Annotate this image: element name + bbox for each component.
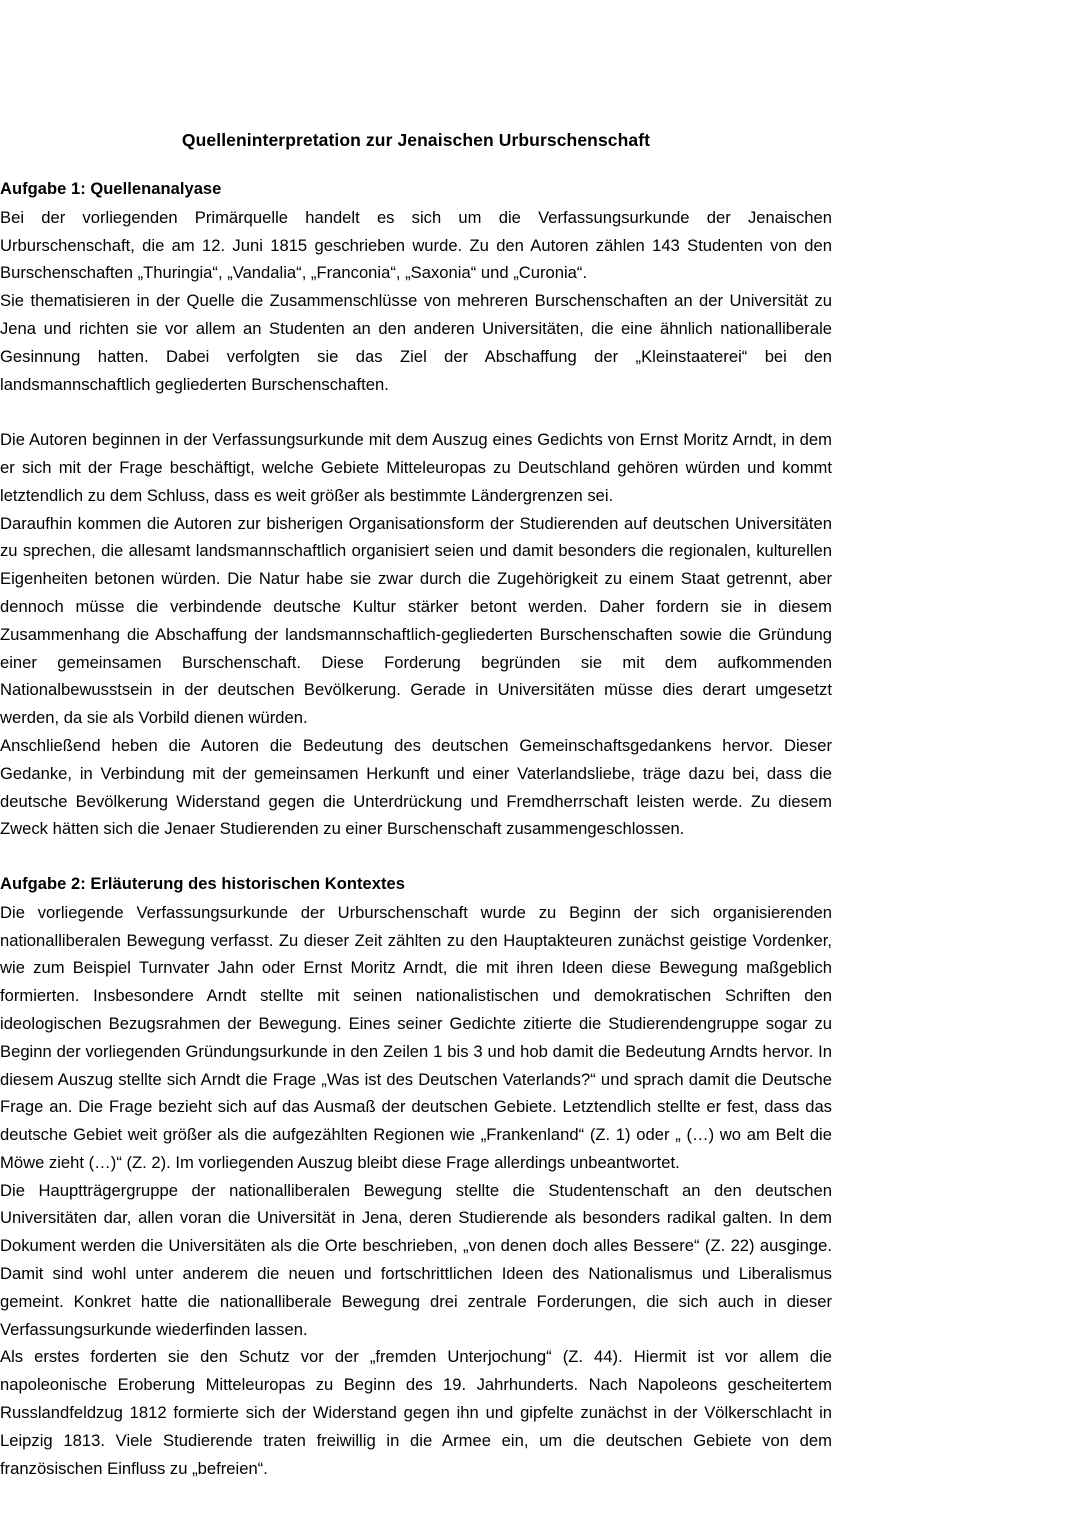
document-body [0,176,832,1482]
paragraph: Daraufhin kommen die Autoren zur bisherigen Organisationsform der Studierenden auf deutschen Universitäten zu sprechen, die allesamt landsmannschaftlich organisiert seien und damit besonders die regionalen, kulturellen Eigenheiten betonen würden. Die Natur habe sie zwar durch die Zugehörigkeit zu einem Staat getrennt, aber dennoch müsse die verbindende deutsche Kultur stärker betont werden. Daher fordern sie in diesem Zusammenhang die Abschaffung der landsmannschaftlich-gegliederten Burschenschaften sowie die Gründung einer gemeinsamen Burschenschaft. Diese Forderung begründen sie mit dem aufkommenden Nationalbewusstsein in der deutschen Bevölkerung. Gerade in Universitäten müsse dies derart umgesetzt werden, da sie als Vorbild dienen würden. [0,513,832,728]
paragraph-spacer [0,398,832,426]
paragraph: Bei der vorliegenden Primärquelle handelt es sich um die Verfassungsurkunde der Jenaischen Urburschenschaft, die am 12. Juni 1815 geschrieben wurde. Zu den Autoren zählen 143 Studenten von den Burschenschaften „Thuringia“, „Vandalia“, „Franconia“, „Saxonia“ und „Curonia“. [0,207,832,283]
section-aufgabe-2 [0,871,832,1483]
section-heading-aufgabe-2: Aufgabe 2: Erläuterung des historischen Kontextes [0,874,405,893]
paragraph: Die Hauptträgergruppe der nationalliberalen Bewegung stellte die Studentenschaft an den deutschen Universitäten dar, allen voran die Universität in Jena, deren Studierende als besonders radikal galten. In dem Dokument werden die Universitäten als die Orte beschrieben, „von denen doch alles Bessere“ (Z. 22) ausginge. Damit sind wohl unter anderem die neuen und fortschrittlichen Ideen des Nationalismus und Liberalismus gemeint. Konkret hatte die nationalliberale Bewegung drei zentrale Forderungen, die sich auch in dieser Verfassungsurkunde wiederfinden lassen. [0,1180,832,1339]
section-heading-aufgabe-1: Aufgabe 1: Quellenanalyase [0,180,222,198]
section-spacer [0,843,832,871]
paragraph: Die vorliegende Verfassungsurkunde der Urburschenschaft wurde zu Beginn der sich organisierenden nationalliberalen Bewegung verfasst. Zu dieser Zeit zählten zu den Hauptakteuren zunächst geistige Vordenker, wie zum Beispiel Turnvater Jahn oder Ernst Moritz Arndt, die mit ihren Ideen diese Bewegung maßgeblich formierten. Insbesondere Arndt stellte mit seinen nationalistischen und demokratischen Schriften den ideologischen Bezugsrahmen der Bewegung. Eines seiner Gedichte zitierte die Studierendengruppe sogar zu Beginn der vorliegenden Gründungsurkunde in den Zeilen 1 bis 3 und hob damit die Bedeutung Arndts hervor. In diesem Auszug stellte sich Arndt die Frage „Was ist des Deutschen Vaterlands?“ und sprach damit die Deutsche Frage an. Die Frage bezieht sich auf das Ausmaß der deutschen Gebiete. Letztendlich stellte er fest, dass das deutsche Gebiet weit größer als die aufgezählten Regionen wie „Frankenland“ (Z. 1) oder „ (…) wo am Belt die Möwe zieht (…)“ (Z. 2). Im vorliegenden Auszug bleibt diese Frage allerdings unbeantwortet. [0,902,832,1172]
section-aufgabe-1 [0,176,832,843]
page-title: Quelleninterpretation zur Jenaischen Urburschenschaft [181,130,651,150]
paragraph: Sie thematisieren in der Quelle die Zusammenschlüsse von mehreren Burschenschaften an der Universität zu Jena und richten sie vor allem an Studenten an den anderen Universitäten, die eine ähnlich nationalliberale Gesinnung hatten. Dabei verfolgten sie das Ziel der Abschaffung der „Kleinstaaterei“ bei den landsmannschaftlich gegliederten Burschenschaften. [0,291,832,394]
paragraph: Als erstes forderten sie den Schutz vor der „fremden Unterjochung“ (Z. 44). Hiermit ist vor allem die napoleonische Eroberung Mitteleuropas zu Beginn des 19. Jahrhunderts. Nach Napoleons gescheitertem Russlandfeldzug 1812 formierte sich der Widerstand gegen ihn und gipfelte zunächst in der Völkerschlacht in Leipzig 1813. Viele Studierende traten freiwillig in die Armee ein, um die deutschen Gebiete von dem französischen Einfluss zu „befreien“. [0,1347,832,1478]
paragraph: Anschließend heben die Autoren die Bedeutung des deutschen Gemeinschaftsgedankens hervor. Dieser Gedanke, in Verbindung mit der gemeinsamen Herkunft und einer Vaterlandsliebe, träge dazu bei, dass die deutsche Bevölkerung Widerstand gegen die Unterdrückung und Fremdherrschaft leisten werde. Zu diesem Zweck hätten sich die Jenaer Studierenden zu einer Burschenschaft zusammengeschlossen. [0,735,832,839]
paragraph: Die Autoren beginnen in der Verfassungsurkunde mit dem Auszug eines Gedichts von Ernst Moritz Arndt, in dem er sich mit der Frage beschäftigt, welche Gebiete Mitteleuropas zu Deutschland gehören würden und kommt letztendlich zu dem Schluss, dass es weit größer als bestimmte Ländergrenzen sei. [0,430,832,505]
